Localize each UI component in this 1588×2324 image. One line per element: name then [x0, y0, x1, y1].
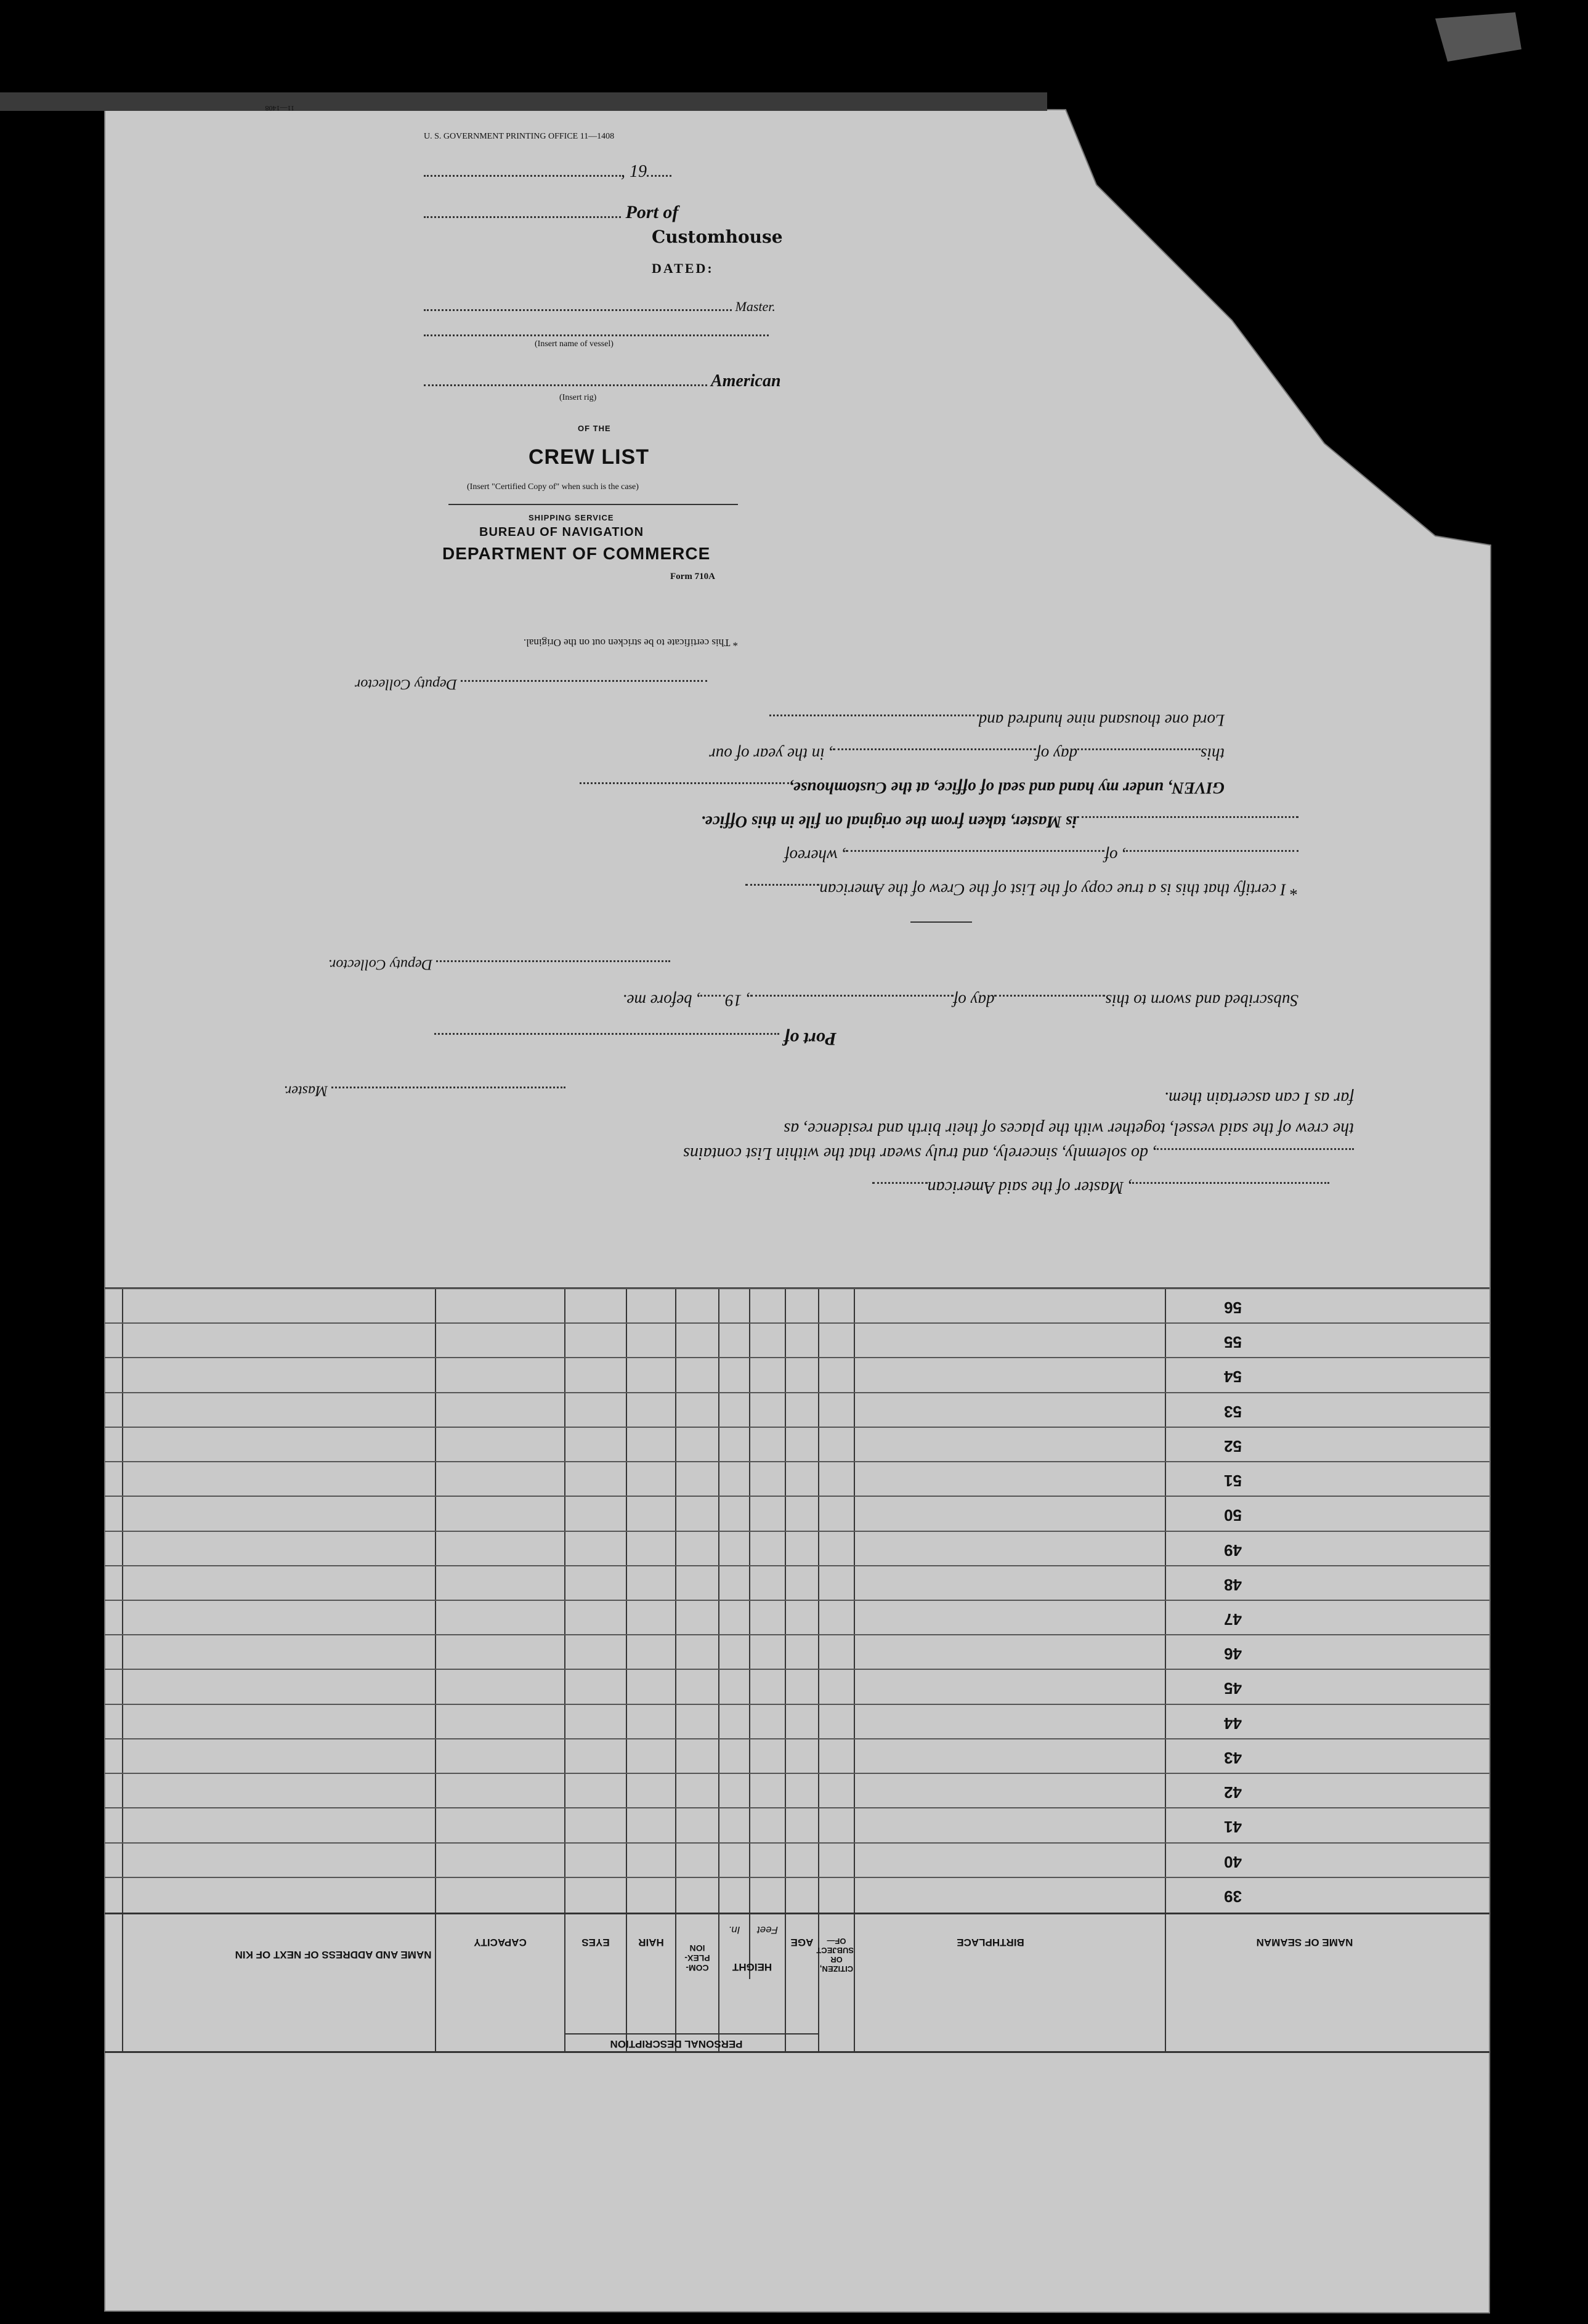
table-header-bottom-rule [105, 1913, 1489, 1914]
certificate-line-1: * I certify that this is a true copy of the List of the Crew of the American [745, 880, 1298, 904]
oath-port-of: Port of [434, 1028, 837, 1055]
header-age: AGE [790, 1937, 814, 1948]
header-birthplace: BIRTHPLACE [957, 1937, 1024, 1948]
certificate-line-5: thisday of, in the year of our [709, 744, 1225, 769]
endorsement-year: , 19 [424, 156, 671, 182]
endorsement-vessel-line: (Insert name of vessel) [424, 325, 769, 349]
header-height: HEIGHT [732, 1961, 772, 1973]
row-rule [105, 1877, 1489, 1878]
table-header-top-rule [105, 2051, 1489, 2053]
endorsement-customhouse: Customhouse [652, 227, 783, 247]
endorsement-dated: DATED: [652, 261, 714, 276]
header-complexion: COM- PLEX- ION [684, 1943, 710, 1973]
row-number: 55 [1224, 1333, 1242, 1351]
section-separator [910, 921, 972, 923]
endorsement-form-number: Form 710A [670, 572, 715, 581]
oath-line-3: the crew of the said vessel, together with the places of their birth and residence, as [784, 1119, 1354, 1138]
endorsement-panel [381, 122, 1243, 602]
row-number: 48 [1224, 1576, 1242, 1594]
certificate-line-2: , of, whereof [785, 846, 1298, 870]
certificate-line-3: is Master, taken from the original on file in this Office. [701, 812, 1298, 836]
row-number: 56 [1224, 1298, 1242, 1317]
endorsement-insert-rig: (Insert rig) [559, 393, 597, 402]
row-number: 45 [1224, 1679, 1242, 1698]
row-rule [105, 1738, 1489, 1739]
certificate-deputy-collector: Deputy Collector [355, 676, 707, 698]
row-rule [105, 1773, 1489, 1774]
header-next-of-kin: NAME AND ADDRESS OF NEXT OF KIN [235, 1949, 432, 1961]
row-rule [105, 1842, 1489, 1844]
oath-line-4: far as I can ascertain them. [1164, 1088, 1354, 1107]
col-sep-name [1165, 1287, 1166, 2053]
header-hair: HAIR [638, 1937, 664, 1948]
row-rule [105, 1427, 1489, 1428]
row-number: 53 [1224, 1403, 1242, 1421]
row-rule [105, 1565, 1489, 1566]
row-number: 41 [1224, 1818, 1242, 1836]
endorsement-of-the: OF THE [578, 424, 611, 433]
endorsement-bureau: BUREAU OF NAVIGATION [479, 525, 644, 539]
row-number: 50 [1224, 1506, 1242, 1524]
endorsement-department: DEPARTMENT OF COMMERCE [442, 544, 711, 563]
endorsement-service: SHIPPING SERVICE [529, 513, 614, 522]
oath-line-1: , Master of the said American [872, 1177, 1329, 1203]
row-rule [105, 1634, 1489, 1635]
row-rule [105, 1461, 1489, 1462]
row-number: 39 [1224, 1887, 1242, 1906]
col-sep-feet [749, 1287, 750, 1979]
row-number: 46 [1224, 1645, 1242, 1663]
certificate-line-4: GIVEN, under my hand and seal of office, at the Customhouse, [580, 778, 1225, 803]
col-sep-height [718, 1287, 719, 2053]
oath-subscribed-line: Subscribed and sworn to thisday of, 19, before me. [623, 990, 1298, 1015]
col-sep-right [122, 1287, 123, 2053]
row-rule [105, 1807, 1489, 1808]
personal-desc-rule [565, 2033, 819, 2035]
col-sep-birthplace [854, 1287, 855, 2053]
row-rule [105, 1392, 1489, 1393]
endorsement-port-of: Port of [424, 196, 678, 223]
header-eyes: EYES [581, 1937, 610, 1948]
row-rule [105, 1704, 1489, 1705]
printer-imprint: U. S. GOVERNMENT PRINTING OFFICE 11—1408 [424, 132, 615, 141]
row-number: 54 [1224, 1367, 1242, 1386]
endorsement-american: American [424, 365, 781, 391]
endorsement-master: Master. [424, 294, 776, 315]
certificate-line-6: Lord one thousand nine hundred and [769, 710, 1225, 735]
header-personal-description: PERSONAL DESCRIPTION [610, 2038, 743, 2050]
certificate-footnote: * This certificate to be stricken out on the Original. [523, 637, 738, 649]
row-number: 52 [1224, 1437, 1242, 1456]
oath-master-label: Master. [284, 1082, 565, 1104]
row-rule [105, 1322, 1489, 1324]
header-feet: Feet [756, 1924, 779, 1936]
header-capacity: CAPACITY [474, 1937, 527, 1948]
row-rule [105, 1600, 1489, 1601]
oath-line-2: , do solemnly, sincerely, and truly swear that the within List contains [683, 1143, 1354, 1169]
header-inches: In. [728, 1924, 740, 1936]
row-rule [105, 1288, 1489, 1289]
row-number: 40 [1224, 1853, 1242, 1871]
endorsement-title: CREW LIST [529, 445, 649, 469]
row-number: 49 [1224, 1541, 1242, 1560]
row-number: 43 [1224, 1749, 1242, 1767]
row-rule [105, 1531, 1489, 1532]
endorsement-rule [448, 504, 738, 505]
footer-code: 11—1408 [265, 104, 294, 113]
col-sep-complexion [675, 1287, 676, 2053]
endorsement-certified-note: (Insert "Certified Copy of" when such is the case) [467, 482, 639, 492]
row-rule [105, 1669, 1489, 1670]
header-citizen: CITIZEN, OR SUBJECT OF— [816, 1937, 854, 1974]
row-number: 51 [1224, 1472, 1242, 1490]
header-name-of-seaman: NAME OF SEAMAN [1256, 1937, 1353, 1948]
row-number: 47 [1224, 1610, 1242, 1629]
row-number: 42 [1224, 1783, 1242, 1802]
row-rule [105, 1357, 1489, 1358]
row-rule [105, 1496, 1489, 1497]
oath-deputy-collector: Deputy Collector. [328, 956, 670, 978]
row-number: 44 [1224, 1714, 1242, 1733]
